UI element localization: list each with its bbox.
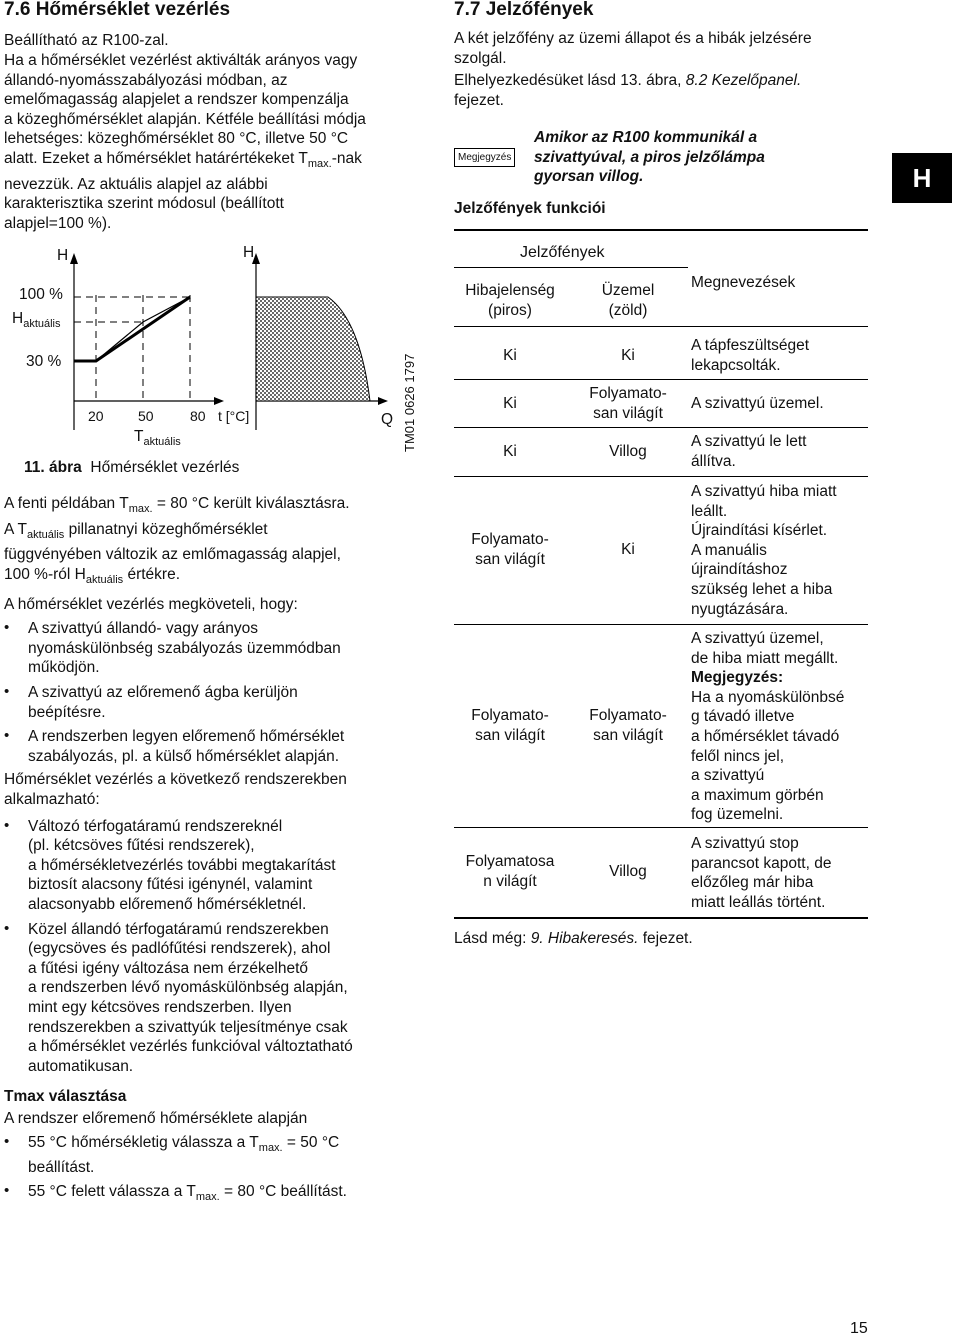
figure-code: TM01 0626 1797 — [402, 353, 417, 452]
table-row: Ki Ki A tápfeszültséget lekapcsolták. — [503, 337, 810, 374]
y-tick-30: 30 % — [26, 353, 62, 370]
section-tab: H — [892, 153, 952, 203]
y-tick-100: 100 % — [19, 286, 63, 303]
table-title: Jelzőfények funkciói — [454, 200, 606, 217]
list-item: • 55 °C hőmérsékletig válassza a $T_{max.} = 50$ °C beállítást. — [4, 1132, 340, 1177]
x-tick-50: 50 — [138, 408, 154, 424]
section-heading-7-6: 7.6 Hőmérséklet vezérlés — [4, 0, 231, 20]
section-heading-7-7: 7.7 Jelzőfények — [454, 0, 594, 20]
x-axis-unit: t [°C] — [218, 408, 250, 424]
x-tick-20: 20 — [88, 408, 104, 424]
group-header: Jelzőfények — [520, 244, 605, 261]
tmax-heading: Tmax választása — [4, 1088, 127, 1106]
paragraph-1: Ha a hőmérséklet vezérlést aktiválták arányos vagy állandó-nyomásszabályozási módban, az emelőmagasság alapjelet a rendszer kompenzálja a közeghőmérséklet alapján. Kétféle beállítási módja lehetséges: közeghőmérséklet 80 °C, illetve 50 °C alatt. Ezeket a hőmérséklet határértékeket $T_{max.}$-nak nevezzük. Az aktuális alapjel az alábbi karakterisztika szerint módosul (beállított alapjel=100 %). — [4, 52, 366, 232]
x-axis-label: $T_{aktuális}$ — [134, 428, 181, 449]
list-item: • A rendszerben legyen előremenő hőmérséklet szabályozás, pl. a külső hőmérséklet alapján. — [4, 727, 345, 765]
tmax-intro: A rendszer előremenő hőmérséklete alapján — [4, 1109, 308, 1127]
left-column-lower: A fenti példában $T_{max.} = 80$ °C került kiválasztásra. A $T_{aktuális}$ pillanatnyi közeghőmérséklet függvényében változik az emlőmagasság alapjel, 100 %-ról $H_{aktuális}$ értékre. A hőmérséklet vezérlés megköveteli, hogy: • A szivattyú állandó- vagy arányos nyomáskülönbség szabályozás üzemmódban működjön. • A szivattyú az előremenő ágba kerüljön beépítésre. • A rendszerben legyen előremenő hőmérséklet szabályozás, pl. a külső hőmérséklet alapján. Hőmérséklet vezérlés a következő rendszerekben alkalmazható: • Változó térfogatáramú rendszereknél (pl. kétcsöves fűtési rendszerek), a hőmérsékletvezérlés további megtakarítást biztosít alacsony fűtési igénynél, valamint alacsonyabb előremenő hőmérsékletnél. • Közel állandó térfogatáramú rendszerekben (egycsöves és padlófűtési rendszerek), ahol a fűtési igény változása nem érzékelhető a rendszerben lévő nyomáskülönbség alapján, mint egy kétcsöves rendszerben. Ilyen rendszerekben a szivattyúk teljesítménye csak a hőmérséklet vezérlés funkcióval változtatható automatikusan. Tmax választása A rendszer előremenő hőmérséklete alapján • 55 °C hőmérsékletig válassza a $T_{max.} = 50$ °C beállítást. • 55 °C felett válassza a $T_{max.} = 80$ °C beállítást. — [4, 494, 424, 1207]
list-item: • Közel állandó térfogatáramú rendszerekben (egycsöves és padlófűtési rendszerek), ahol a fűtési igény változása nem érzékelhető a rendszerben lévő nyomáskülönbség alapján, mint egy kétcsöves rendszerben. Ilyen rendszerekben a szivattyúk teljesítménye csak a hőmérséklet vezérlés funkcióval változtatható automatikusan. — [4, 919, 353, 1075]
list-item: • Változó térfogatáramú rendszereknél (pl. kétcsöves fűtési rendszerek), a hőmérsékletvezérlés további megtakarítást biztosít alacsony fűtési igénynél, valamint alacsonyabb előremenő hőmérsékletnél. — [4, 816, 336, 913]
systems-intro: Hőmérséklet vezérlés a következő rendszerekben alkalmazható: — [4, 771, 347, 808]
page-number: 15 — [850, 1320, 868, 1337]
header-red: Hibajelenség (piros) — [465, 282, 555, 319]
note-label-box: Megjegyzés — [454, 147, 515, 167]
header-green: Üzemel (zöld) — [601, 282, 655, 319]
y-tick-h-aktualis: $H_{aktuális}$ — [12, 310, 61, 331]
example-line: A fenti példában $T_{max.} = 80$ °C került kiválasztásra. — [4, 495, 350, 516]
see-also: Lásd még: 9. Hibakeresés. fejezet. — [454, 930, 693, 947]
list-item: • 55 °C felett válassza a $T_{max.} = 80$ °C beállítást. — [4, 1181, 347, 1203]
list-item: • A szivattyú állandó- vagy arányos nyomáskülönbség szabályozás üzemmódban működjön. — [4, 619, 341, 677]
requirements-intro: A hőmérséklet vezérlés megköveteli, hogy: — [4, 595, 298, 613]
list-item: • A szivattyú az előremenő ágba kerüljön beépítésre. — [4, 683, 298, 721]
axis-h-label-left: H — [57, 247, 69, 264]
x-tick-80: 80 — [190, 408, 206, 424]
header-desc: Megnevezések — [691, 274, 796, 291]
q-axis-label: Q — [381, 411, 394, 428]
intro-text: Beállítható az R100-zal. — [4, 32, 169, 49]
figure-caption: 11. ábra Hőmérséklet vezérlés — [24, 459, 240, 476]
note-text: Amikor az R100 kommunikál a szivattyúval, a piros jelzőlámpa gyorsan villog. — [534, 129, 765, 186]
table-top-rule — [454, 229, 868, 231]
figure-11 — [0, 240, 440, 480]
axis-h-label-right: H — [243, 244, 255, 261]
temperature-control-diagram — [0, 240, 440, 480]
